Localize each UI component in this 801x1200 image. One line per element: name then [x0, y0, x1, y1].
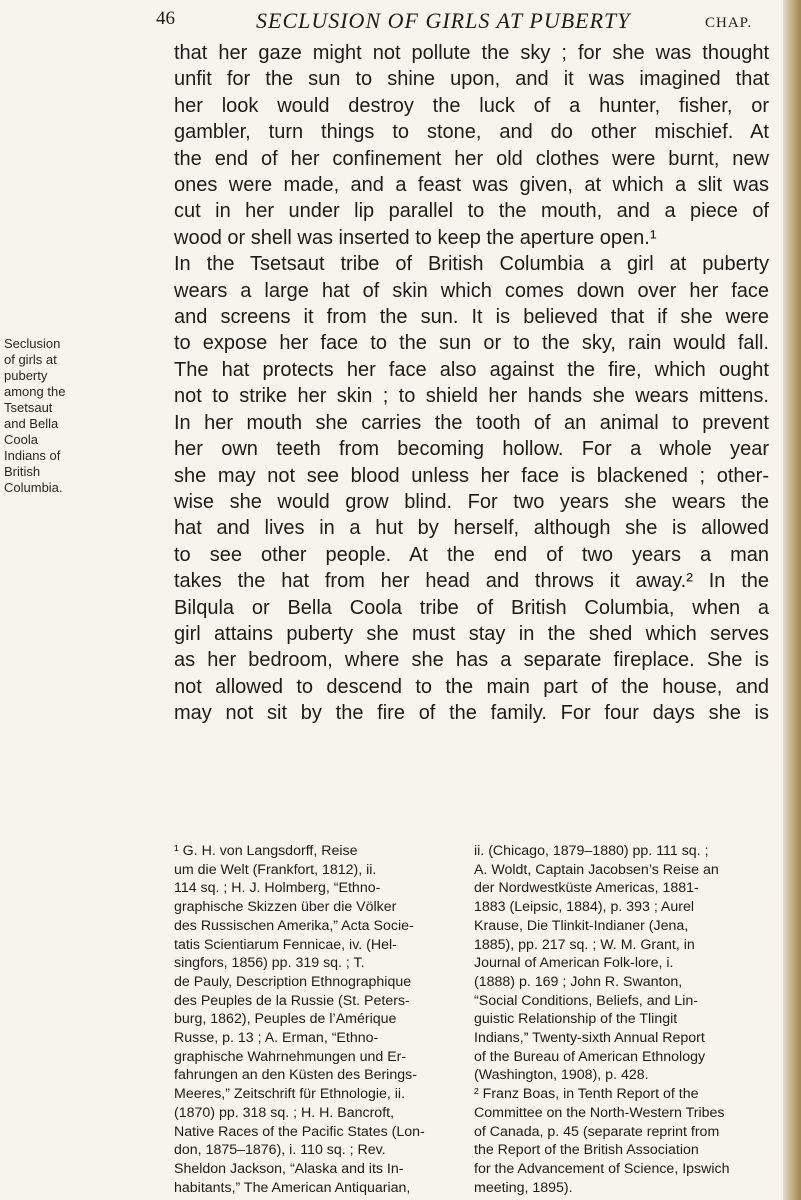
text-line: In her mouth she carries the tooth of an animal to prevent [174, 411, 769, 434]
footnote-line: Journal of American Folk-lore, i. [474, 955, 674, 972]
footnote-line: ² Franz Boas, in Tenth Report of the [474, 1086, 699, 1103]
footnote-line: A. Woldt, Captain Jacobsen’s Reise an [474, 861, 719, 878]
footnotes-left-column [174, 842, 464, 1197]
text-line: hat and lives in a hut by herself, although she is allowed [174, 517, 769, 540]
text-line: cut in her under lip parallel to the mouth, and a piece of [174, 200, 769, 223]
margin-note-line: Tsetsaut [4, 400, 53, 415]
footnote-line: singfors, 1856) pp. 319 sq. ; T. [174, 955, 365, 972]
footnote-line: Russe, p. 13 ; A. Erman, “Ethno- [174, 1030, 379, 1047]
margin-note-line: Indians of [4, 448, 61, 463]
text-line: she may not see blood unless her face is blackened ; other- [174, 464, 769, 487]
text-line: gambler, turn things to stone, and do other mischief. At [174, 121, 769, 144]
text-line: may not sit by the fire of the family. For four days she is [174, 702, 769, 725]
text-line: unfit for the sun to shine upon, and it was imagined that [174, 68, 769, 91]
footnote-line: Indians,” Twenty-sixth Annual Report [474, 1030, 705, 1047]
margin-note-line: among the [4, 384, 66, 399]
footnote-line: guistic Relationship of the Tlingit [474, 1011, 678, 1028]
footnote-line: de Pauly, Description Ethnographique [174, 973, 412, 990]
footnote-line: der Nordwestküste Americas, 1881- [474, 880, 699, 897]
margin-note-line: of girls at [4, 352, 57, 367]
footnote-line: graphische Wahrnehmungen und Er- [174, 1048, 407, 1065]
text-line: her look would destroy the luck of a hunter, fisher, or [174, 94, 769, 117]
margin-note-line: and Bella [4, 416, 59, 431]
footnote-line: fahrungen an den Küsten des Berings- [174, 1067, 417, 1084]
footnote-line: Native Races of the Pacific States (Lon- [174, 1123, 425, 1140]
margin-note-line: Coola [4, 432, 38, 447]
text-line: wise she would grow blind. For two years she wears the [174, 490, 769, 513]
footnote-line: for the Advancement of Science, Ipswich [474, 1160, 730, 1177]
text-line: In the Tsetsaut tribe of British Columbia a girl at puberty [174, 253, 769, 276]
text-line: as her bedroom, where she has a separate fireplace. She is [174, 649, 769, 672]
page-number: 46 [156, 8, 175, 29]
footnote-line: (1888) p. 169 ; John R. Swanton, [474, 973, 683, 990]
text-line: her own teeth from becoming hollow. For a whole year [174, 438, 769, 461]
text-line: ones were made, and a feast was given, at which a slit was [174, 174, 769, 197]
chapter-mark: CHAP. [705, 15, 753, 31]
footnote-line: 1883 (Leipsic, 1884), p. 393 ; Aurel [474, 899, 695, 916]
footnote-line: um die Welt (Frankfort, 1812), ii. [174, 861, 377, 878]
margin-note-line: Seclusion [4, 336, 61, 351]
text-line: not to strike her skin ; to shield her hands she wears mittens. [174, 385, 769, 408]
main-text [174, 40, 769, 727]
footnote-line: Committee on the North-Western Tribes [474, 1104, 725, 1121]
footnote-line: habitants,” The American Antiquarian, [174, 1179, 411, 1196]
margin-note-line: puberty [4, 368, 48, 383]
footnote-line: des Russischen Amerika,” Acta Socie- [174, 917, 414, 934]
text-line: to expose her face to the sun or to the sky, rain would fall. [174, 332, 769, 355]
footnote-line: (Washington, 1908), p. 428. [474, 1067, 649, 1084]
footnote-line: graphische Skizzen über die Völker [174, 899, 397, 916]
text-line: wears a large hat of skin which comes down over her face [174, 279, 769, 302]
footnote-line: Krause, Die Tlinkit-Indianer (Jena, [474, 917, 689, 934]
footnote-line: ¹ G. H. von Langsdorff, Reise [174, 843, 358, 859]
text-line: wood or shell was inserted to keep the aperture open.¹ [174, 226, 657, 249]
footnote-line: of Canada, p. 45 (separate reprint from [474, 1123, 720, 1140]
text-line: not allowed to descend to the main part of the house, and [174, 675, 769, 698]
footnote-line: meeting, 1895). [474, 1179, 573, 1196]
footnote-line: don, 1875–1876), i. 110 sq. ; Rev. [174, 1142, 386, 1159]
margin-note-line: Columbia. [4, 480, 63, 495]
footnote-line: tatis Scientiarum Fennicae, iv. (Hel- [174, 936, 397, 953]
text-line: the end of her confinement her old clothes were burnt, new [174, 147, 769, 170]
footnote-line: the Report of the British Association [474, 1142, 699, 1159]
running-title: SECLUSION OF GIRLS AT PUBERTY [256, 8, 631, 33]
page-header [0, 4, 790, 38]
text-line: girl attains puberty she must stay in the shed which serves [174, 622, 769, 645]
footnote-line: ii. (Chicago, 1879–1880) pp. 111 sq. ; [474, 843, 709, 859]
footnotes-right-column [474, 842, 764, 1197]
text-line: The hat protects her face also against the fire, which ought [174, 358, 769, 381]
text-line: takes the hat from her head and throws it away.² In the [174, 570, 769, 593]
footnote-line: burg, 1862), Peuples de l’Amérique [174, 1011, 397, 1028]
footnote-line: 114 sq. ; H. J. Holmberg, “Ethno- [174, 880, 381, 897]
footnote-line: of the Bureau of American Ethnology [474, 1048, 706, 1065]
text-line: that her gaze might not pollute the sky ; for she was thought [174, 42, 769, 64]
footnote-line: Sheldon Jackson, “Alaska and its In- [174, 1160, 404, 1177]
footnote-line: des Peuples de la Russie (St. Peters- [174, 992, 410, 1009]
footnote-line: “Social Conditions, Beliefs, and Lin- [474, 992, 698, 1009]
text-line: and screens it from the sun. It is believed that if she were [174, 306, 769, 329]
footnote-line: 1885), pp. 217 sq. ; W. M. Grant, in [474, 936, 695, 953]
text-line: to see other people. At the end of two years a man [174, 543, 769, 566]
margin-note [4, 336, 96, 496]
margin-note-line: British [4, 464, 41, 479]
page-edge [783, 0, 801, 1200]
footnote-line: (1870) pp. 318 sq. ; H. H. Bancroft, [174, 1104, 395, 1121]
footnote-line: Meeres,” Zeitschrift für Ethnologie, ii. [174, 1086, 406, 1103]
text-line: Bilqula or Bella Coola tribe of British Columbia, when a [174, 596, 769, 619]
